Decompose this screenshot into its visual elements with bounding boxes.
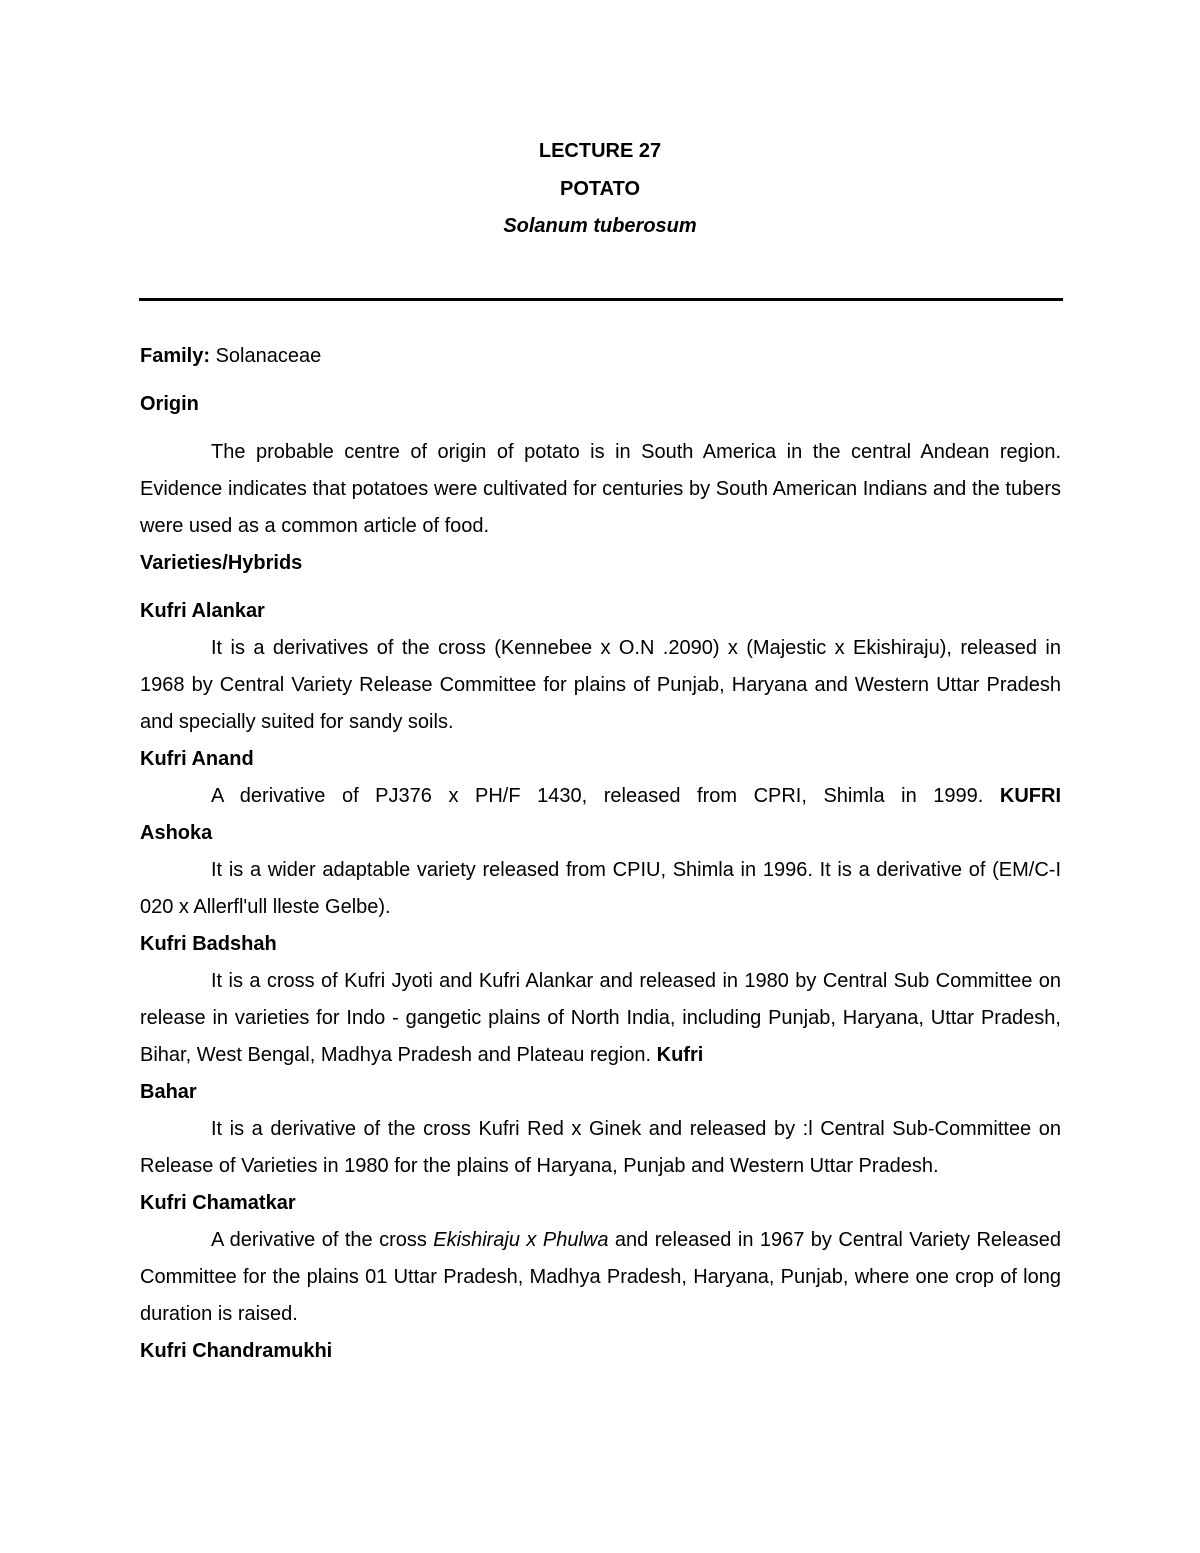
origin-paragraph: The probable centre of origin of potato is in South America in the central Andean region. Evidence indicates that potatoes were cultivated for centuries by South American Indians and the tubers were used as a common article of food.: [140, 441, 1061, 537]
lecture-body: [140, 338, 1061, 1370]
varieties-heading: Varieties/Hybrids: [140, 552, 303, 574]
variety-text-kufri-ashoka: It is a wider adaptable variety released from CPIU, Shimla in 1996. It is a derivative of (EM/C-I 020 x Allerfl'ull lleste Gelbe).: [140, 859, 1061, 918]
variety-text-kufri-chamatkar: [140, 1222, 1061, 1333]
chamatkar-cross: Ekishiraju x Phulwa: [433, 1229, 609, 1251]
chamatkar-text-before: A derivative of the cross: [211, 1229, 434, 1251]
variety-text-kufri-anand: [140, 778, 1061, 815]
variety-name-kufri-ashoka: Ashoka: [140, 822, 213, 844]
variety-name-kufri-bahar-prefix: Kufri: [656, 1044, 704, 1066]
lecture-number: LECTURE 27: [538, 140, 662, 162]
variety-name-kufri-anand: Kufri Anand: [140, 748, 254, 770]
variety-name-kufri-bahar: Bahar: [140, 1081, 197, 1103]
family-label: Family:: [140, 345, 211, 367]
variety-name-kufri-ashoka-prefix: KUFRI: [999, 785, 1061, 807]
variety-text-kufri-badshah: [140, 963, 1061, 1074]
family-value: Solanaceae: [210, 345, 322, 367]
family-line: [140, 338, 1061, 375]
lecture-topic: POTATO: [560, 178, 640, 200]
variety-name-kufri-alankar: Kufri Alankar: [140, 600, 265, 622]
origin-heading: Origin: [140, 393, 199, 415]
horizontal-divider: [139, 298, 1063, 301]
chamatkar-text-after: and released in 1967 by Central Variety Released Committee for the plains 01 Uttar Pradesh, Madhya Pradesh, Haryana, Punjab, where one crop of long duration is raised.: [140, 1229, 1061, 1325]
variety-text-kufri-bahar: It is a derivative of the cross Kufri Red x Ginek and released by :l Central Sub-Committee on Release of Varieties in 1980 for the plains of Haryana, Punjab and Western Uttar Pradesh.: [140, 1118, 1061, 1177]
variety-text-kufri-alankar: It is a derivatives of the cross (Kennebee x O.N .2090) x (Majestic x Ekishiraju), released in 1968 by Central Variety Release Committee for plains of Punjab, Haryana and Western Uttar Pradesh and specially suited for sandy soils.: [140, 637, 1061, 733]
variety-text-kufri-anand-body: A derivative of PJ376 x PH/F 1430, released from CPRI, Shimla in 1999.: [211, 785, 1000, 807]
scientific-name: Solanum tuberosum: [503, 215, 697, 237]
variety-text-kufri-badshah-body: It is a cross of Kufri Jyoti and Kufri Alankar and released in 1980 by Central Sub Committee on release in varieties for Indo - gangetic plains of North India, including Punjab, Haryana, Uttar Pradesh, Bihar, West Bengal, Madhya Pradesh and Plateau region.: [140, 970, 1061, 1066]
variety-name-kufri-chamatkar: Kufri Chamatkar: [140, 1192, 296, 1214]
variety-name-kufri-chandramukhi: Kufri Chandramukhi: [140, 1340, 333, 1362]
variety-name-kufri-badshah: Kufri Badshah: [140, 933, 277, 955]
